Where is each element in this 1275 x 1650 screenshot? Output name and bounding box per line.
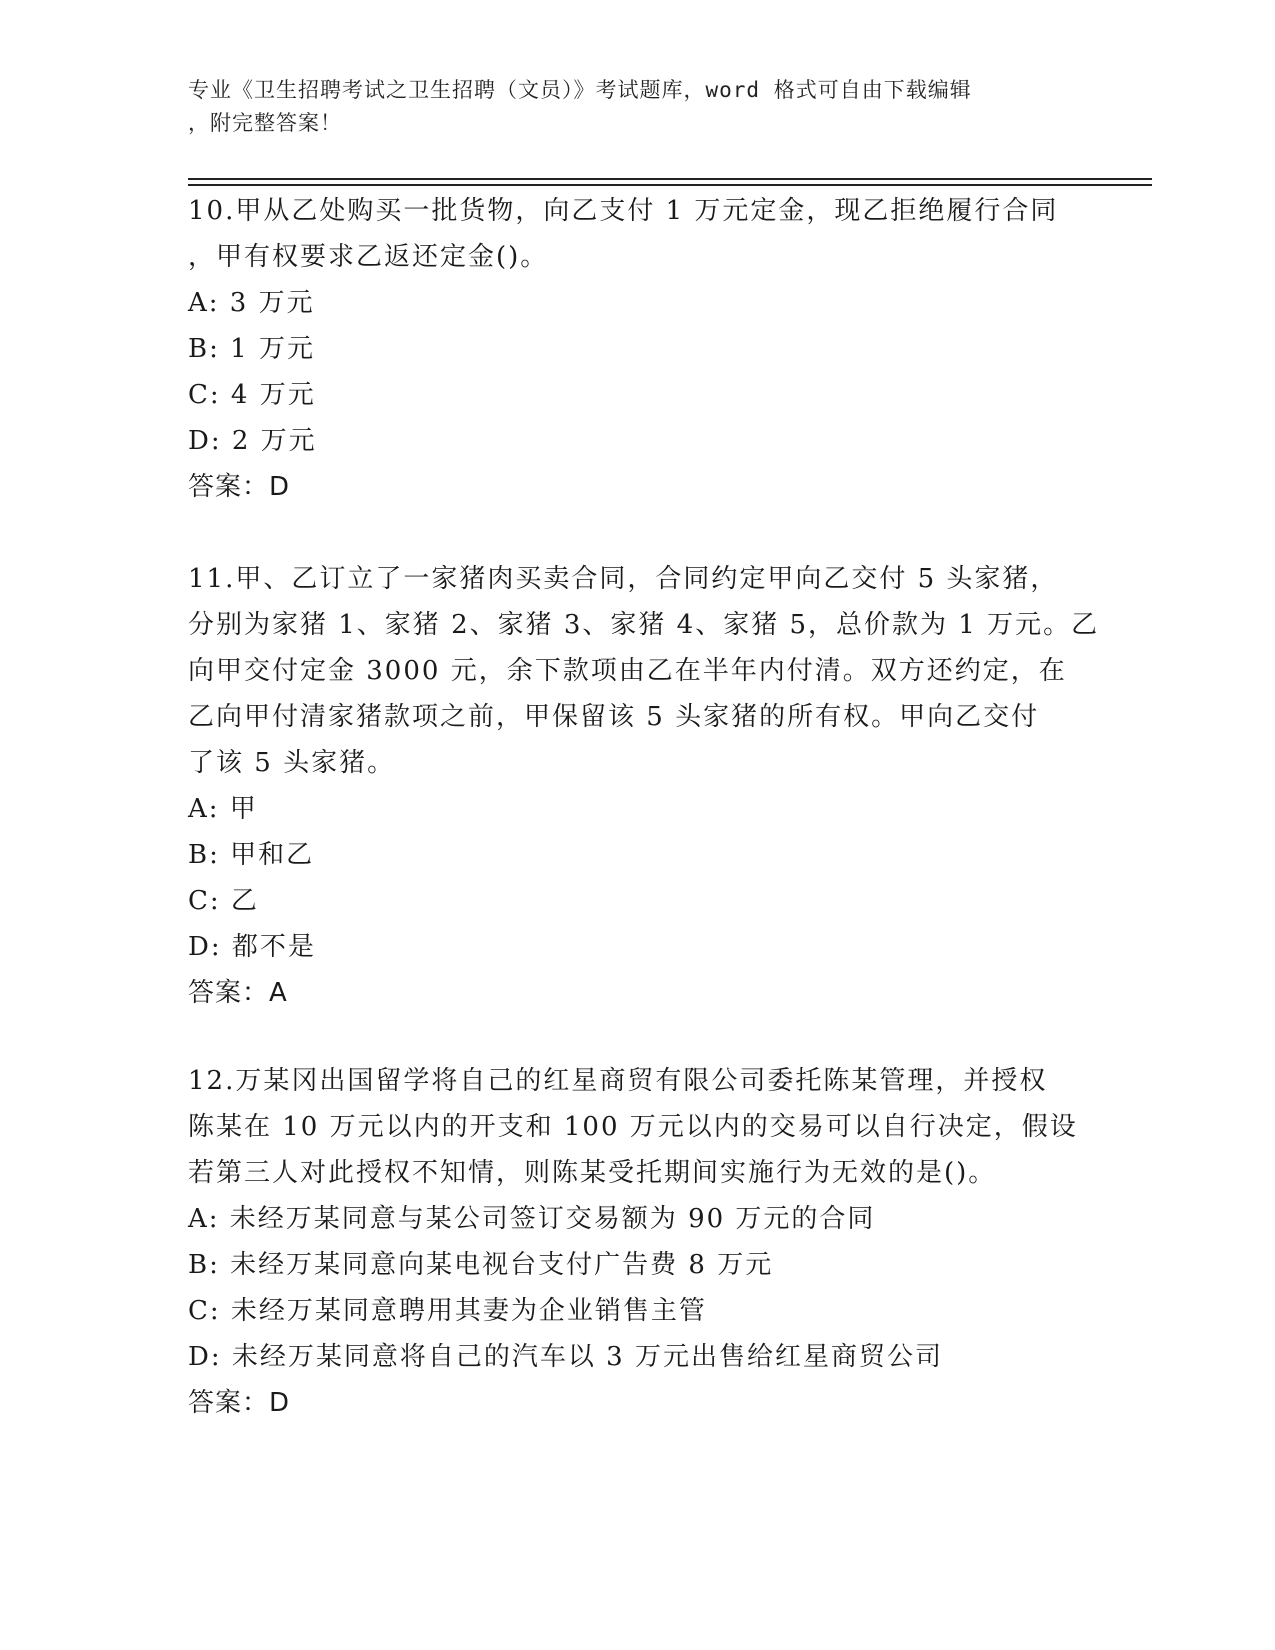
question-text-line: 了该 5 头家猪。	[188, 748, 396, 778]
option-c: C: 乙	[188, 886, 259, 916]
question-text-line: 若第三人对此授权不知情，则陈某受托期间实施行为无效的是()。	[188, 1158, 997, 1188]
option-b: B: 甲和乙	[188, 840, 315, 870]
option-a: A: 未经万某同意与某公司签订交易额为 90 万元的合同	[188, 1204, 876, 1234]
option-d: D: 都不是	[188, 932, 316, 962]
question-text-line: 12.万某冈出国留学将自己的红星商贸有限公司委托陈某管理，并授权	[188, 1066, 1048, 1096]
question-text-line: 乙向甲付清家猪款项之前，甲保留该 5 头家猪的所有权。甲向乙交付	[188, 702, 1040, 732]
option-d: D: 未经万某同意将自己的汽车以 3 万元出售给红星商贸公司	[188, 1342, 943, 1372]
document-header	[188, 74, 1088, 140]
header-line-1: 专业《卫生招聘考试之卫生招聘（文员）》考试题库，word 格式可自由下载编辑	[188, 78, 972, 102]
option-c: C: 未经万某同意聘用其妻为企业销售主管	[188, 1296, 707, 1326]
answer-label: 答案：D	[188, 472, 291, 502]
option-c: C: 4 万元	[188, 380, 316, 410]
question-text-line: 11.甲、乙订立了一家猪肉买卖合同，合同约定甲向乙交付 5 头家猪，	[188, 564, 1059, 594]
question-text-line: 陈某在 10 万元以内的开支和 100 万元以内的交易可以自行决定，假设	[188, 1112, 1078, 1142]
question-text-line: 分别为家猪 1、家猪 2、家猪 3、家猪 4、家猪 5，总价款为 1 万元。乙	[188, 610, 1100, 640]
answer-label: 答案：A	[188, 978, 288, 1008]
option-a: A: 3 万元	[188, 288, 315, 318]
question-text-line: ，甲有权要求乙返还定金()。	[188, 242, 549, 272]
question-12	[188, 1058, 1088, 1426]
option-a: A: 甲	[188, 794, 258, 824]
answer-label: 答案：D	[188, 1388, 291, 1418]
option-b: B: 1 万元	[188, 334, 315, 364]
question-10	[188, 188, 1088, 510]
question-text-line: 10.甲从乙处购买一批货物，向乙支付 1 万元定金，现乙拒绝履行合同	[188, 196, 1059, 226]
option-d: D: 2 万元	[188, 426, 317, 456]
option-b: B: 未经万某同意向某电视台支付广告费 8 万元	[188, 1250, 774, 1280]
header-divider-bottom	[188, 184, 1152, 186]
header-divider-top	[188, 178, 1152, 180]
question-11	[188, 556, 1100, 1016]
question-text-line: 向甲交付定金 3000 元，余下款项由乙在半年内付清。双方还约定，在	[188, 656, 1067, 686]
header-line-2: ，附完整答案！	[188, 111, 342, 135]
